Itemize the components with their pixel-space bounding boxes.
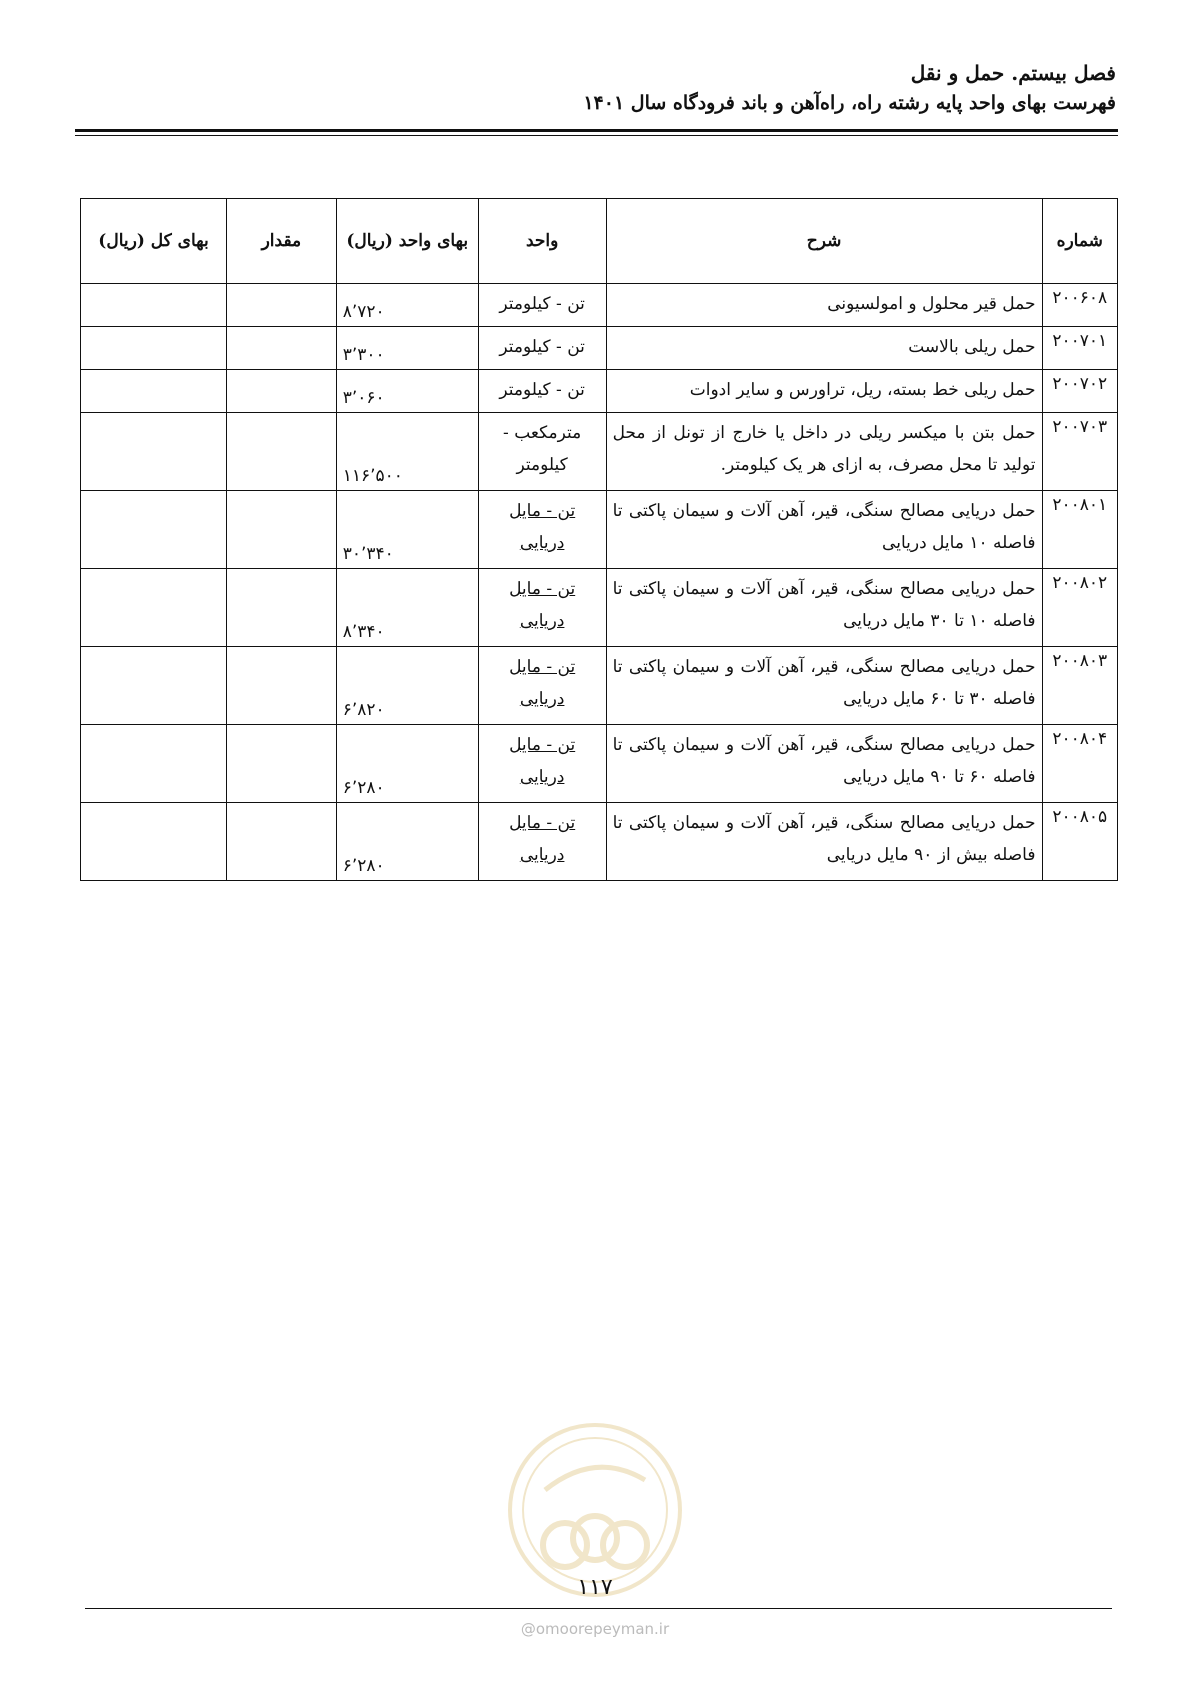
row-quantity (227, 413, 337, 491)
row-unit: تن - مایل دریایی (478, 569, 606, 647)
row-description: حمل دریایی مصالح سنگی، قیر، آهن آلات و سیمان پاکتی تا فاصله ۶۰ تا ۹۰ مایل دریایی (606, 725, 1042, 803)
row-total (81, 327, 227, 370)
row-number: ۲۰۰۶۰۸ (1042, 284, 1118, 327)
row-unit: تن - مایل دریایی (478, 491, 606, 569)
row-description: حمل دریایی مصالح سنگی، قیر، آهن آلات و سیمان پاکتی تا فاصله ۱۰ تا ۳۰ مایل دریایی (606, 569, 1042, 647)
table-row (81, 413, 1118, 491)
row-unit-price: ۳٬۳۰۰ (336, 327, 478, 370)
page-header (76, 58, 1116, 118)
row-unit-price: ۳۰٬۳۴۰ (336, 491, 478, 569)
row-total (81, 413, 227, 491)
row-number: ۲۰۰۸۰۴ (1042, 725, 1118, 803)
row-quantity (227, 725, 337, 803)
row-number: ۲۰۰۸۰۱ (1042, 491, 1118, 569)
table-row (81, 569, 1118, 647)
row-total (81, 803, 227, 881)
header-number: شماره (1042, 199, 1118, 284)
row-unit: مترمکعب - کیلومتر (478, 413, 606, 491)
row-description: حمل ریلی بالاست (606, 327, 1042, 370)
page-number: ۱۱۷ (577, 1575, 613, 1600)
table-row (81, 284, 1118, 327)
price-table (80, 198, 1118, 881)
header-rule-thin (75, 135, 1118, 136)
row-unit-price: ۱۱۶٬۵۰۰ (336, 413, 478, 491)
watermark-seal-icon (505, 1420, 685, 1600)
row-unit: تن - مایل دریایی (478, 803, 606, 881)
row-quantity (227, 370, 337, 413)
header-quantity: مقدار (227, 199, 337, 284)
row-unit: تن - مایل دریایی (478, 647, 606, 725)
row-unit-price: ۶٬۲۸۰ (336, 803, 478, 881)
row-total (81, 569, 227, 647)
table-row (81, 370, 1118, 413)
watermark-logo (505, 1420, 685, 1600)
row-unit-price: ۶٬۲۸۰ (336, 725, 478, 803)
row-unit: تن - کیلومتر (478, 284, 606, 327)
row-total (81, 370, 227, 413)
row-description: حمل قیر محلول و امولسیونی (606, 284, 1042, 327)
row-number: ۲۰۰۷۰۱ (1042, 327, 1118, 370)
table-row (81, 327, 1118, 370)
row-description: حمل بتن با میکسر ریلی در داخل یا خارج از تونل از محل تولید تا محل مصرف، به ازای هر یک کیلومتر. (606, 413, 1042, 491)
row-quantity (227, 491, 337, 569)
row-number: ۲۰۰۸۰۵ (1042, 803, 1118, 881)
header-description: شرح (606, 199, 1042, 284)
row-quantity (227, 803, 337, 881)
table-row (81, 491, 1118, 569)
row-unit-price: ۶٬۸۲۰ (336, 647, 478, 725)
table-header-row (81, 199, 1118, 284)
row-number: ۲۰۰۸۰۲ (1042, 569, 1118, 647)
document-subtitle: فهرست بهای واحد پایه رشته راه، راه‌آهن و باند فرودگاه سال ۱۴۰۱ (583, 92, 1116, 114)
footer-rule (85, 1608, 1112, 1609)
header-rule-thick (75, 129, 1118, 132)
row-description: حمل دریایی مصالح سنگی، قیر، آهن آلات و سیمان پاکتی تا فاصله ۳۰ تا ۶۰ مایل دریایی (606, 647, 1042, 725)
row-unit: تن - مایل دریایی (478, 725, 606, 803)
row-description: حمل دریایی مصالح سنگی، قیر، آهن آلات و سیمان پاکتی تا فاصله بیش از ۹۰ مایل دریایی (606, 803, 1042, 881)
row-quantity (227, 647, 337, 725)
row-unit: تن - کیلومتر (478, 327, 606, 370)
row-quantity (227, 327, 337, 370)
row-number: ۲۰۰۸۰۳ (1042, 647, 1118, 725)
row-number: ۲۰۰۷۰۳ (1042, 413, 1118, 491)
row-unit-price: ۸٬۷۲۰ (336, 284, 478, 327)
row-total (81, 284, 227, 327)
row-total (81, 725, 227, 803)
row-total (81, 647, 227, 725)
row-description: حمل ریلی خط بسته، ریل، تراورس و سایر ادوات (606, 370, 1042, 413)
row-quantity (227, 284, 337, 327)
table-row (81, 725, 1118, 803)
row-quantity (227, 569, 337, 647)
header-unit-price: بهای واحد (ریال) (336, 199, 478, 284)
table-row (81, 647, 1118, 725)
row-total (81, 491, 227, 569)
row-number: ۲۰۰۷۰۲ (1042, 370, 1118, 413)
table-row (81, 803, 1118, 881)
header-unit: واحد (478, 199, 606, 284)
row-unit-price: ۳٬۰۶۰ (336, 370, 478, 413)
row-unit: تن - کیلومتر (478, 370, 606, 413)
row-unit-price: ۸٬۳۴۰ (336, 569, 478, 647)
chapter-title: فصل بیستم. حمل و نقل (910, 61, 1116, 85)
watermark-site: @omoorepeyman.ir (520, 1620, 670, 1638)
header-total: بهای کل (ریال) (81, 199, 227, 284)
row-description: حمل دریایی مصالح سنگی، قیر، آهن آلات و سیمان پاکتی تا فاصله ۱۰ مایل دریایی (606, 491, 1042, 569)
